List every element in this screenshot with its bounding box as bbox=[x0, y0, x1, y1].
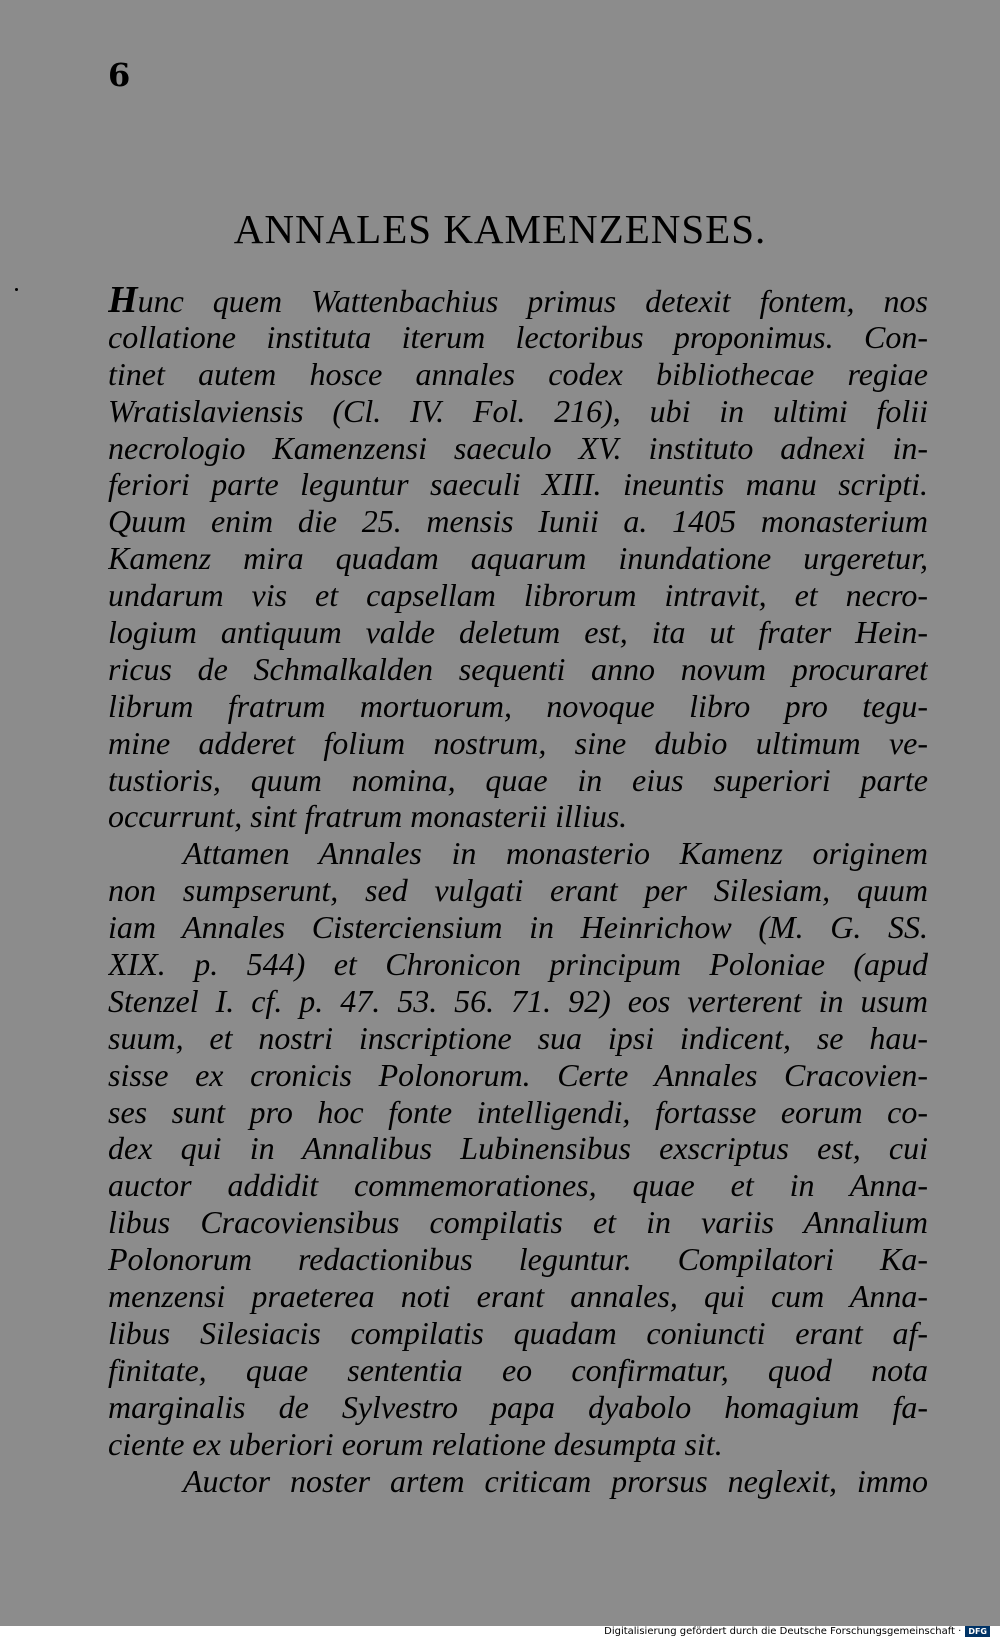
text-line: libus Silesiacis compilatis quadam coniuncti erant af- bbox=[108, 1314, 928, 1351]
text-line: librum fratrum mortuorum, novoque libro pro tegu- bbox=[108, 687, 928, 724]
text-line: suum, et nostri inscriptione sua ipsi indicent, se hau- bbox=[108, 1019, 928, 1056]
scan-speck bbox=[15, 288, 18, 291]
text-line: ses sunt pro hoc fonte intelligendi, fortasse eorum co- bbox=[108, 1093, 928, 1130]
text-line: logium antiquum valde deletum est, ita ut frater Hein- bbox=[108, 614, 928, 651]
text-line: mine adderet folium nostrum, sine dubio ultimum ve- bbox=[108, 724, 928, 761]
text-line: Kamenz mira quadam aquarum inundatione urgeretur, bbox=[108, 540, 928, 577]
text-line: sisse ex cronicis Polonorum. Certe Annales Cracovien- bbox=[108, 1056, 928, 1093]
text-line: tustioris, quum nomina, quae in eius superiori parte bbox=[108, 761, 928, 798]
drop-cap: H bbox=[108, 282, 138, 319]
text-line: dex qui in Annalibus Lubinensibus exscriptus est, cui bbox=[108, 1130, 928, 1167]
text-line: menzensi praeterea noti erant annales, qui cum Anna- bbox=[108, 1278, 928, 1315]
text-line: Attamen Annales in monasterio Kamenz originem bbox=[183, 835, 928, 872]
text-line: Polonorum redactionibus leguntur. Compilatori Ka- bbox=[108, 1241, 928, 1278]
page-number: 6 bbox=[108, 56, 131, 94]
body-text bbox=[108, 282, 928, 1499]
text-line: marginalis de Sylvestro papa dyabolo homagium fa- bbox=[108, 1388, 928, 1425]
text-line: Stenzel I. cf. p. 47. 53. 56. 71. 92) eos verterent in usum bbox=[108, 982, 928, 1019]
text-line: XIX. p. 544) et Chronicon principum Poloniae (apud bbox=[108, 946, 928, 983]
text-line: non sumpserunt, sed vulgati erant per Silesiam, quum bbox=[108, 872, 928, 909]
text-line: tinet autem hosce annales codex bibliothecae regiae bbox=[108, 355, 928, 392]
text-line: Wratislaviensis (Cl. IV. Fol. 216), ubi in ultimi folii bbox=[108, 392, 928, 429]
text-line: necrologio Kamenzensi saeculo XV. instituto adnexi in- bbox=[108, 429, 928, 466]
text-line: feriori parte leguntur saeculi XIII. ineuntis manu scripti. bbox=[108, 466, 928, 503]
page-heading: ANNALES KAMENZENSES. bbox=[233, 206, 767, 252]
text-line: collatione instituta iterum lectoribus proponimus. Con- bbox=[108, 318, 928, 355]
text-line: undarum vis et capsellam librorum intravit, et necro- bbox=[108, 577, 928, 614]
credit-text: Digitalisierung gefördert durch die Deutsche Forschungsgemeinschaft · bbox=[604, 1626, 962, 1637]
text-line: Hunc quem Wattenbachius primus detexit fontem, nos bbox=[108, 282, 928, 319]
text-line: auctor addidit commemorationes, quae et in Anna- bbox=[108, 1167, 928, 1204]
text-line: Auctor noster artem criticam prorsus neglexit, immo bbox=[183, 1462, 928, 1499]
dfg-logo: DFG bbox=[965, 1626, 990, 1637]
text-line: occurrunt, sint fratrum monasterii illius. bbox=[108, 798, 628, 835]
text-line: finitate, quae sententia eo confirmatur, quod nota bbox=[108, 1351, 928, 1388]
text-line: libus Cracoviensibus compilatis et in variis Annalium bbox=[108, 1204, 928, 1241]
text-line: iam Annales Cisterciensium in Heinrichow (M. G. SS. bbox=[108, 909, 928, 946]
digitization-credit bbox=[604, 1625, 990, 1638]
text-line: Quum enim die 25. mensis Iunii a. 1405 monasterium bbox=[108, 503, 928, 540]
text-line: ciente ex uberiori eorum relatione desumpta sit. bbox=[108, 1425, 723, 1462]
text-line: ricus de Schmalkalden sequenti anno novum procuraret bbox=[108, 650, 928, 687]
